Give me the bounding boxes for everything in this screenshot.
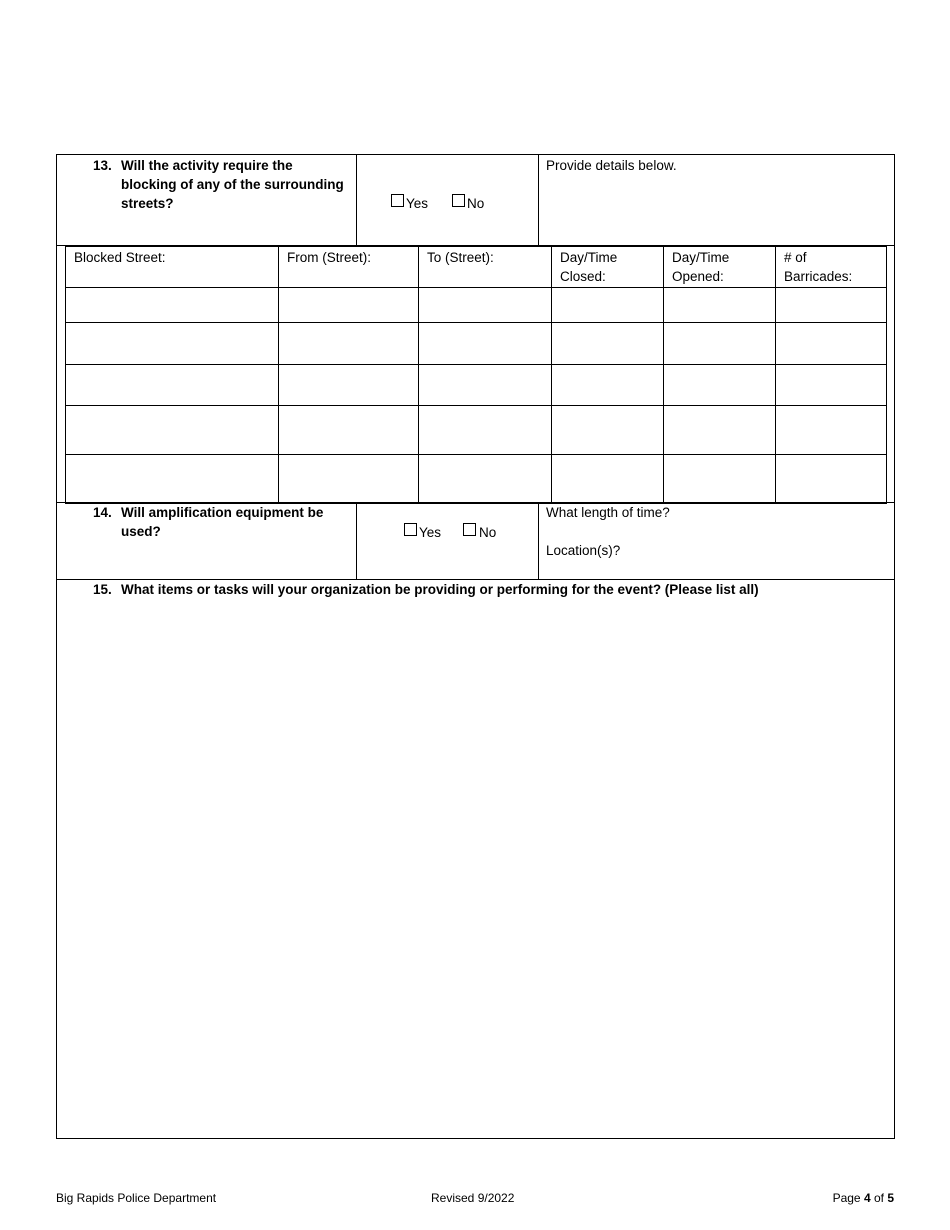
header-from-street [279,247,419,288]
table-cell[interactable] [66,455,279,504]
table-cell[interactable] [664,406,776,455]
table-cell[interactable] [66,288,279,323]
table-cell[interactable] [66,406,279,455]
table-cell[interactable] [664,288,776,323]
question-14 [93,503,355,543]
table-cell[interactable] [279,365,419,406]
header-line: Day/Time [672,250,730,265]
blocked-streets-table [65,246,887,504]
table-cell[interactable] [66,365,279,406]
header-line: From (Street): [287,250,372,265]
table-cell[interactable] [66,323,279,365]
header-barricades [776,247,887,288]
question-number: 15. [93,582,112,597]
table-cell[interactable] [419,365,552,406]
divider [538,502,539,579]
details-label: Provide details below. [546,158,677,173]
header-day-time-closed [552,247,664,288]
header-blocked-street [66,247,279,288]
table-row [66,455,887,504]
table-cell[interactable] [552,323,664,365]
question-text-line: Will amplification equipment be [121,505,324,520]
divider [356,502,357,579]
table-cell[interactable] [776,406,887,455]
q14-yes-checkbox[interactable] [404,523,417,536]
table-cell[interactable] [552,365,664,406]
table-cell[interactable] [552,288,664,323]
header-line: Opened: [672,269,724,284]
q14-no-checkbox[interactable] [463,523,476,536]
location-label: Location(s)? [546,543,621,558]
question-text-line: Will the activity require the [121,158,293,173]
header-day-time-opened [664,247,776,288]
question-text-line: streets? [121,196,174,211]
footer-department: Big Rapids Police Department [56,1191,217,1205]
q13-yes-checkbox[interactable] [391,194,404,207]
page-of: of [870,1191,888,1205]
header-line: # of [784,250,807,265]
question-text-line: blocking of any of the surrounding [121,177,344,192]
footer-revised: Revised 9/2022 [431,1191,515,1205]
table-cell[interactable] [419,455,552,504]
footer-page-number [833,1191,894,1206]
header-line: Closed: [560,269,606,284]
table-row [66,288,887,323]
table-row [66,365,887,406]
header-line: Barricades: [784,269,853,284]
question-text: What items or tasks will your organization be providing or performing for the event? (Please list all) [121,582,759,597]
q14-yes-label: Yes [419,525,442,540]
divider [356,154,357,245]
divider [538,154,539,245]
time-length-label: What length of time? [546,505,670,520]
page-total: 5 [887,1191,894,1205]
page-current: 4 [863,1191,871,1205]
q15-answer-area[interactable] [60,604,890,1134]
page-prefix: Page [832,1191,864,1205]
question-number: 13. [93,158,112,173]
q13-no-label: No [467,196,485,211]
table-cell[interactable] [419,323,552,365]
table-cell[interactable] [419,288,552,323]
header-line: Day/Time [560,250,618,265]
q13-details-field[interactable] [540,176,892,242]
table-cell[interactable] [552,455,664,504]
table-row [66,406,887,455]
q13-yes-label: Yes [406,196,429,211]
table-cell[interactable] [279,323,419,365]
table-cell[interactable] [664,323,776,365]
table-cell[interactable] [776,365,887,406]
table-cell[interactable] [776,455,887,504]
table-cell[interactable] [279,455,419,504]
table-header-row [66,247,887,288]
q14-no-label: No [479,525,497,540]
table-cell[interactable] [664,365,776,406]
table-cell[interactable] [419,406,552,455]
question-number: 14. [93,505,112,520]
question-15 [93,580,893,600]
table-row [66,323,887,365]
table-cell[interactable] [279,406,419,455]
table-cell[interactable] [552,406,664,455]
table-cell[interactable] [664,455,776,504]
header-line: To (Street): [427,250,494,265]
header-line: Blocked Street: [74,250,166,265]
table-cell[interactable] [776,323,887,365]
header-to-street [419,247,552,288]
table-cell[interactable] [279,288,419,323]
table-cell[interactable] [776,288,887,323]
q13-no-checkbox[interactable] [452,194,465,207]
question-text-line: used? [121,524,161,539]
question-13 [93,156,355,216]
